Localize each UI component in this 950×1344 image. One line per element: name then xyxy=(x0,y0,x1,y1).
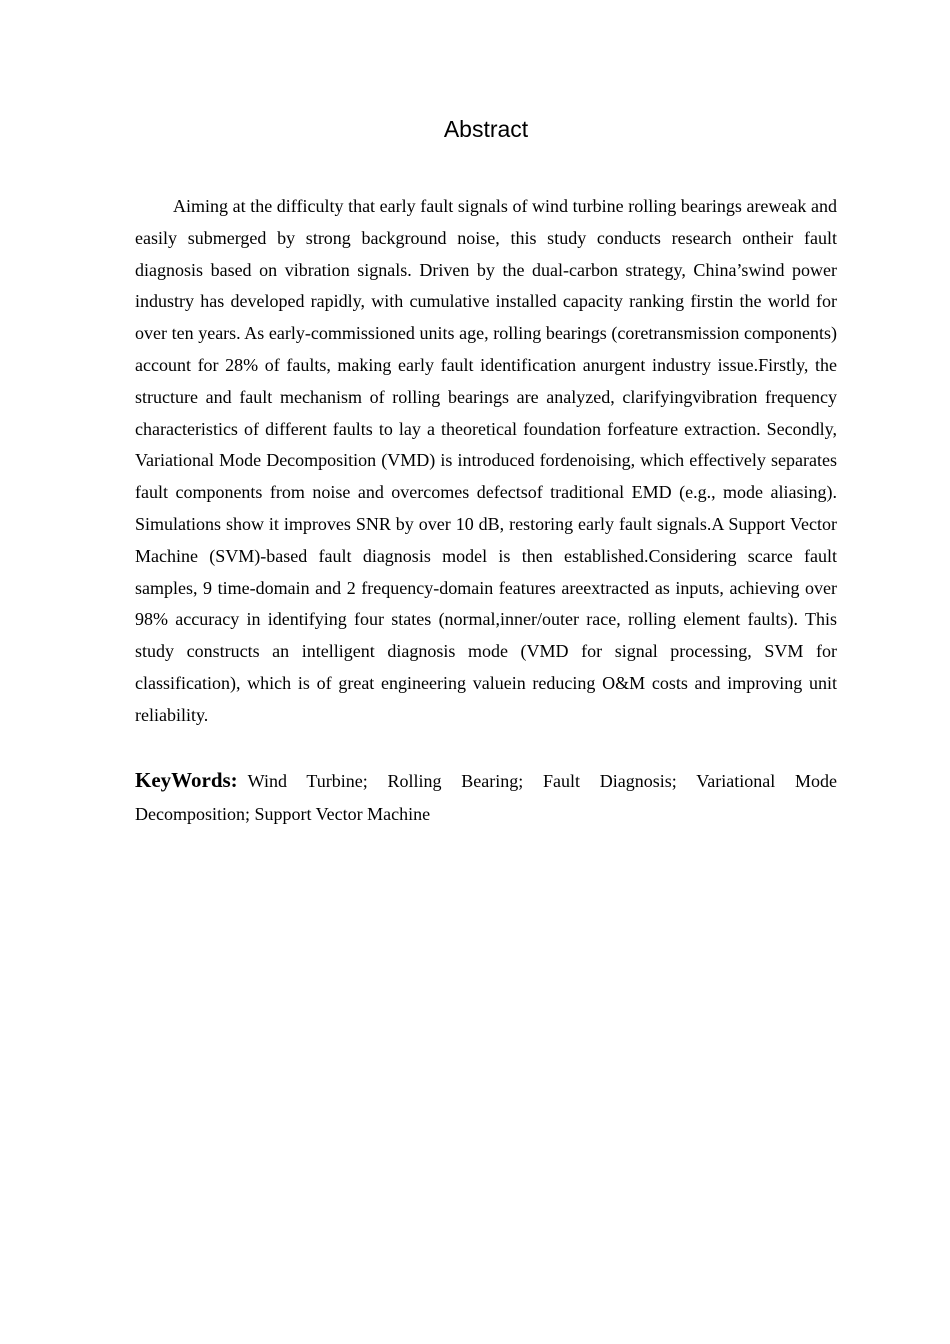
abstract-title: Abstract xyxy=(443,116,529,142)
keywords-text: Wind Turbine; Rolling Bearing; Fault Diagnosis; Variational Mode Decomposition; Support Vector Machine xyxy=(135,771,837,824)
abstract-paragraph: Aiming at the difficulty that early fault signals of wind turbine rolling bearings areweak and easily submerged by strong background noise, this study conducts research ontheir fault diagnosis based on vibration signals. Driven by the dual-carbon strategy, China’swind power industry has developed rapidly, with cumulative installed capacity ranking firstin the world for over ten years. As early-commissioned units age, rolling bearings (coretransmission components) account for 28% of faults, making early fault identification anurgent industry issue.Firstly, the structure and fault mechanism of rolling bearings are analyzed, clarifyingvibration frequency characteristics of different faults to lay a theoretical foundation forfeature extraction. Secondly, Variational Mode Decomposition (VMD) is introduced fordenoising, which effectively separates fault components from noise and overcomes defectsof traditional EMD (e.g., mode aliasing). Simulations show it improves SNR by over 10 dB, restoring early fault signals.A Support Vector Machine (SVM)-based fault diagnosis model is then established.Considering scarce fault samples, 9 time-domain and 2 frequency-domain features areextracted as inputs, achieving over 98% accuracy in identifying four states (normal,inner/outer race, rolling element faults). This study constructs an intelligent diagnosis mode (VMD for signal processing, SVM for classification), which is of great engineering valuein reducing O&M costs and improving unit reliability. xyxy=(135,196,837,725)
keywords-line xyxy=(135,764,837,831)
keywords-label: KeyWords: xyxy=(135,768,238,792)
